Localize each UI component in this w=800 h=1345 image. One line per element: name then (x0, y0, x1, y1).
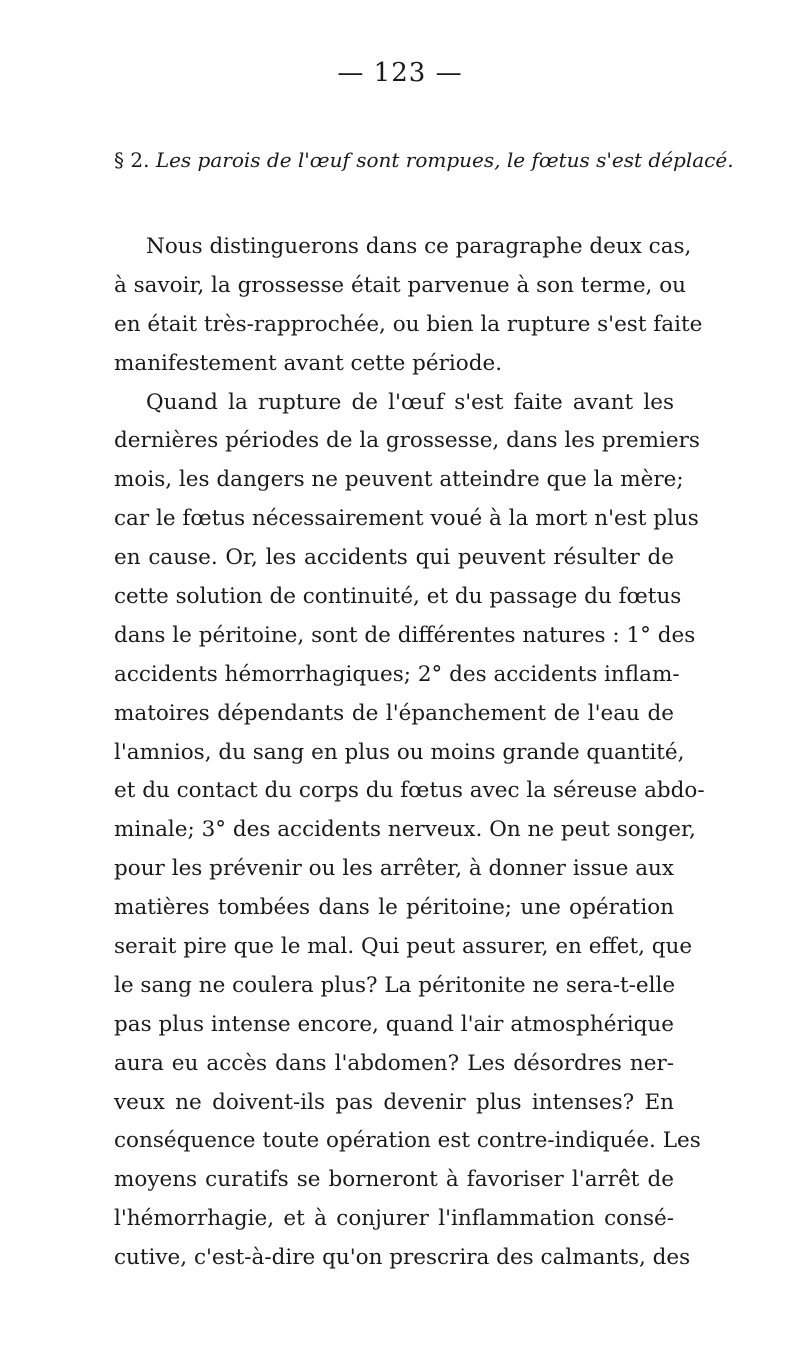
section-number: § 2. (114, 148, 150, 172)
text-line: dernières périodes de la grossesse, dans les premiers (114, 428, 700, 454)
text-line: conséquence toute opération est contre-indiquée. Les (114, 1128, 701, 1154)
text-line: le sang ne coulera plus? La péritonite ne sera-t-elle (114, 972, 676, 998)
text-line: serait pire que le mal. Qui peut assurer, en effet, que (114, 934, 693, 960)
text-line: en était très-rapprochée, ou bien la rupture s'est faite (114, 311, 703, 337)
section-title: Les parois de l'œuf sont rompues, le fœtus s'est déplacé. (155, 148, 734, 172)
text-line: veux ne doivent-ils pas devenir plus intenses? En (114, 1089, 674, 1115)
text-line: l'hémorrhagie, et à conjurer l'inflammation consé- (114, 1206, 674, 1232)
body-text (114, 228, 705, 1278)
text-line: à savoir, la grossesse était parvenue à son terme, ou (114, 272, 687, 298)
text-line: en cause. Or, les accidents qui peuvent résulter de (114, 545, 674, 571)
text-line: et du contact du corps du fœtus avec la séreuse abdo- (114, 778, 705, 804)
text-line: dans le péritoine, sont de différentes natures : 1° des (114, 622, 696, 648)
text-line: pour les prévenir ou les arrêter, à donner issue aux (114, 856, 674, 882)
text-line: matoires dépendants de l'épanchement de l'eau de (114, 700, 674, 726)
text-line: cutive, c'est-à-dire qu'on prescrira des calmants, des (114, 1245, 691, 1271)
section-heading (114, 148, 734, 172)
text-line: pas plus intense encore, quand l'air atmosphérique (114, 1011, 674, 1037)
text-line: Quand la rupture de l'œuf s'est faite avant les (146, 389, 674, 415)
text-line: accidents hémorrhagiques; 2° des accidents inflam- (114, 661, 680, 687)
text-line: minale; 3° des accidents nerveux. On ne peut songer, (114, 817, 696, 843)
text-line: Nous distinguerons dans ce paragraphe deux cas, (146, 234, 692, 259)
text-line: matières tombées dans le péritoine; une opération (114, 895, 674, 921)
text-line: moyens curatifs se borneront à favoriser l'arrêt de (114, 1167, 674, 1193)
text-line: car le fœtus nécessairement voué à la mort n'est plus (114, 506, 699, 532)
text-line: manifestement avant cette période. (114, 350, 503, 376)
text-line: l'amnios, du sang en plus ou moins grande quantité, (114, 739, 685, 765)
text-line: mois, les dangers ne peuvent atteindre que la mère; (114, 467, 684, 493)
page-number: — 123 — (337, 58, 463, 88)
text-line: aura eu accès dans l'abdomen? Les désordres ner- (114, 1050, 674, 1076)
text-line: cette solution de continuité, et du passage du fœtus (114, 584, 682, 610)
